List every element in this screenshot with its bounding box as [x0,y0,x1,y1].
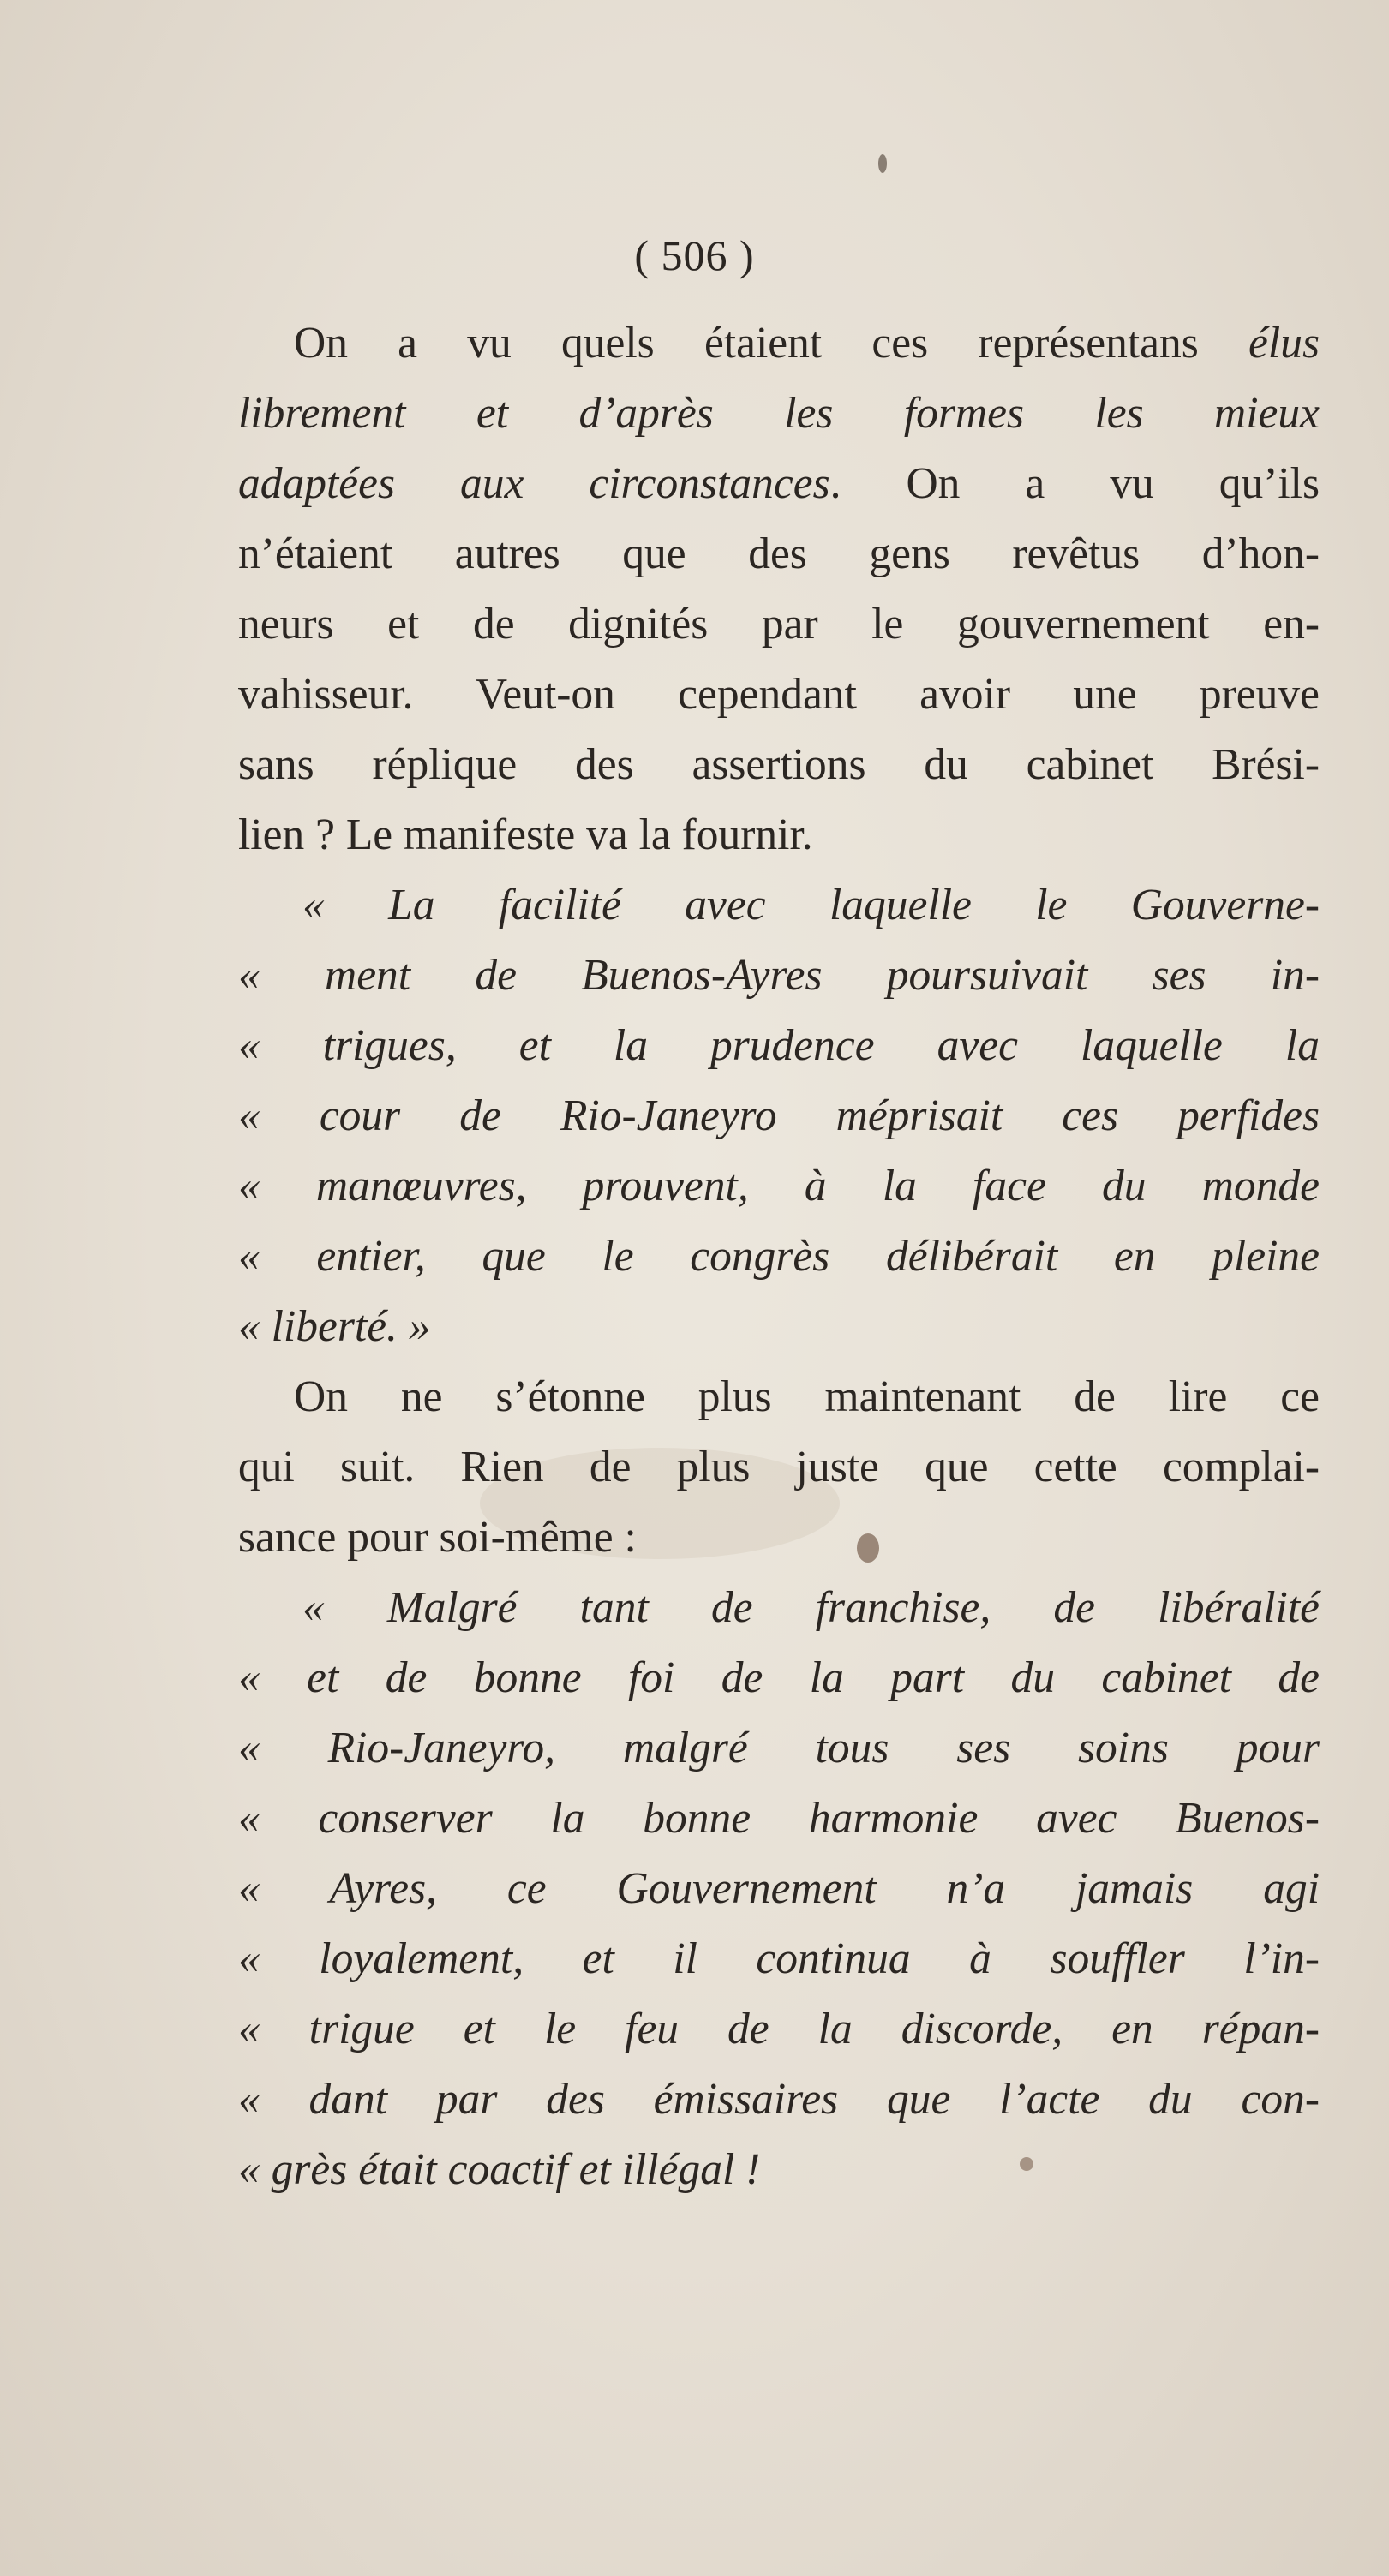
text-line: « La facilité avec laquelle le Gouverne- [302,881,1320,929]
text-run: . On a vu qu’ils [829,459,1320,508]
text-line: « cour de Rio-Janeyro méprisait ces perfides [238,1091,1320,1140]
text-line [238,660,1320,730]
text-line [238,308,1320,379]
text-line [238,379,1320,449]
text-line [238,730,1320,800]
text-line [238,1362,1320,1432]
text-run: sans réplique des assertions du cabinet Brési- [238,740,1320,789]
text-run: On ne s’étonne plus maintenant de lire ce [294,1372,1320,1421]
text-run: qui suit. Rien de plus juste que cette complai- [238,1443,1320,1491]
text-line [238,1503,1320,1573]
text-line [238,449,1320,519]
text-line [238,519,1320,589]
text-line: « liberté. » [238,1302,431,1351]
text-line: « Ayres, ce Gouvernement n’a jamais agi [238,1864,1320,1913]
text-line: « loyalement, et il continua à souffler l’in- [238,1934,1320,1983]
body-text [238,308,1320,2205]
text-run: On a vu quels étaient ces représentans [294,319,1249,368]
text-line [238,1432,1320,1503]
text-line: « dant par des émissaires que l’acte du con- [238,2075,1320,2124]
text-line: « et de bonne foi de la part du cabinet de [238,1653,1320,1702]
paragraph [238,308,1320,870]
text-line: « Malgré tant de franchise, de libéralité [302,1583,1320,1632]
text-line: « manœuvres, prouvent, à la face du monde [238,1162,1320,1210]
quoted-passage [238,1573,1320,2205]
page-number: ( 506 ) [634,231,755,279]
text-run: lien ? Le manifeste va la fournir. [238,810,813,859]
text-line: « Rio-Janeyro, malgré tous ses soins pour [238,1724,1320,1772]
text-line: « conserver la bonne harmonie avec Buenos- [238,1794,1320,1843]
italic-text: élus [1248,319,1320,368]
text-run: sance pour soi-même : [238,1513,637,1562]
ink-mark [878,154,887,173]
text-line: « trigue et le feu de la discorde, en répan- [238,2005,1320,2053]
paragraph [238,1362,1320,1573]
quoted-passage [238,870,1320,1362]
text-line: « grès était coactif et illégal ! [238,2145,761,2194]
italic-text: librement et d’après les formes les mieux [238,389,1320,438]
text-line: « ment de Buenos-Ayres poursuivait ses in- [238,951,1320,1000]
text-line [238,589,1320,660]
text-line: « entier, que le congrès délibérait en pleine [238,1232,1320,1281]
text-line: « trigues, et la prudence avec laquelle la [238,1021,1320,1070]
text-run: neurs et de dignités par le gouvernement en- [238,600,1320,648]
text-run: n’étaient autres que des gens revêtus d’hon- [238,529,1320,578]
italic-text: adaptées aux circonstances [238,459,830,508]
text-run: vahisseur. Veut-on cependant avoir une preuve [238,670,1320,719]
text-line [238,800,1320,870]
